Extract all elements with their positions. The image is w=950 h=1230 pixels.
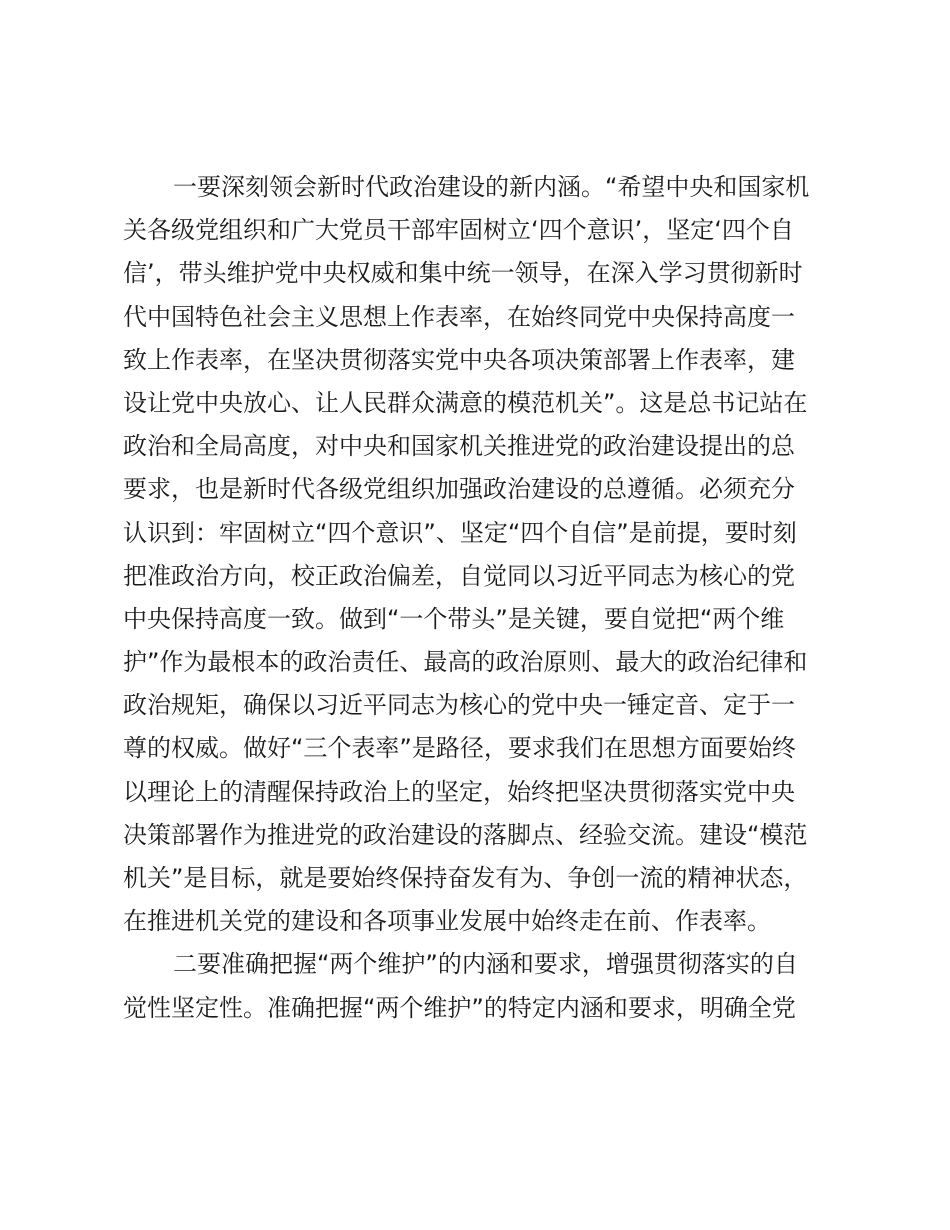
paragraph-2	[123, 943, 835, 1029]
text-line: 机关”是目标，就是要始终保持奋发有为、争创一流的精神状态，	[123, 864, 808, 892]
text-line: 二要准确把握“两个维护”的内涵和要求，增强贯彻落实的自	[173, 950, 798, 979]
text-line: 在推进机关党的建设和各项事业发展中始终走在前、作表率。	[123, 907, 771, 936]
text-line: 认识到：牢固树立“四个意识”、坚定“四个自信”是前提，要时刻	[123, 518, 797, 547]
text-line: 设让党中央放心、让人民群众满意的模范机关”。这是总书记站在	[123, 388, 808, 417]
text-line: 政治和全局高度，对中央和国家机关推进党的政治建设提出的总	[123, 432, 795, 461]
text-line: 中央保持高度一致。做到“一个带头”是关键，要自觉把“两个维	[123, 604, 785, 633]
text-line: 以理论上的清醒保持政治上的坚定，始终把坚决贯彻落实党中央	[123, 777, 795, 806]
text-line: 尊的权威。做好“三个表率”是路径，要求我们在思想方面要始终	[123, 734, 796, 763]
text-line: 关各级党组织和广大党员干部牢固树立‘四个意识’，坚定‘四个自	[123, 216, 794, 245]
paragraph-1	[123, 166, 835, 943]
text-line: 把准政治方向，校正政治偏差，自觉同以习近平同志为核心的党	[123, 561, 795, 590]
text-line: 代中国特色社会主义思想上作表率，在始终同党中央保持高度一	[123, 302, 795, 331]
text-line: 信’，带头维护党中央权威和集中统一领导，在深入学习贯彻新时	[123, 259, 803, 288]
text-line: 致上作表率，在坚决贯彻落实党中央各项决策部署上作表率，建	[123, 345, 795, 374]
text-line: 觉性坚定性。准确把握“两个维护”的特定内涵和要求，明确全党	[123, 993, 796, 1022]
text-line: 决策部署作为推进党的政治建设的落脚点、经验交流。建设“模范	[123, 820, 808, 849]
text-line: 护”作为最根本的政治责任、最高的政治原则、最大的政治纪律和	[123, 648, 808, 677]
document-body	[123, 166, 835, 1030]
text-line: 一要深刻领会新时代政治建设的新内涵。“希望中央和国家机	[173, 173, 810, 201]
text-line: 政治规矩，确保以习近平同志为核心的党中央一锤定音、定于一	[123, 691, 795, 720]
text-line: 要求，也是新时代各级党组织加强政治建设的总遵循。必须充分	[123, 475, 795, 504]
